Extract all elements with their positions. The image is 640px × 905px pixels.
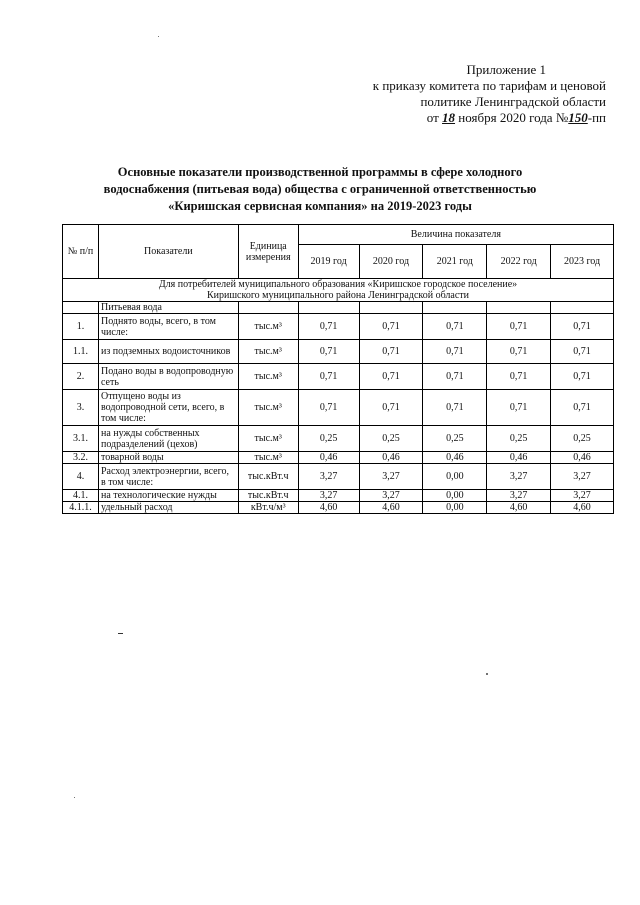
row-unit: тыс.м³: [238, 314, 298, 340]
table-row: [63, 464, 614, 490]
row-unit: тыс.м³: [238, 426, 298, 452]
section-label: Питьевая вода: [98, 302, 238, 314]
head-year: 2023 год: [551, 245, 614, 279]
table-row: [63, 364, 614, 390]
row-unit: тыс.м³: [238, 340, 298, 364]
date-middle: ноября 2020 года №: [458, 110, 569, 125]
row-value: 0,00: [423, 502, 487, 514]
annex-block: [346, 62, 606, 126]
row-value: 0,71: [487, 340, 551, 364]
table-row: [63, 390, 614, 426]
table-row: [63, 426, 614, 452]
row-value: 0,25: [423, 426, 487, 452]
row-value: 0,46: [423, 452, 487, 464]
row-number: 4.: [63, 464, 99, 490]
row-value: 0,71: [487, 390, 551, 426]
title-line-2: водоснабжения (питьевая вода) общества с ограниченной ответственностью: [103, 182, 537, 196]
row-value: 0,71: [298, 314, 359, 340]
row-value: 0,46: [359, 452, 423, 464]
row-indicator: Поднято воды, всего, в том числе:: [98, 314, 238, 340]
table-row: [63, 314, 614, 340]
section-cell-empty: [423, 302, 487, 314]
group-header: [63, 279, 614, 302]
row-value: 0,71: [423, 340, 487, 364]
row-indicator: из подземных водоисточников: [98, 340, 238, 364]
head-year: 2020 год: [359, 245, 423, 279]
scan-dot: [158, 36, 159, 37]
row-value: 0,71: [423, 314, 487, 340]
row-value: 4,60: [298, 502, 359, 514]
row-indicator: на нужды собственных подразделений (цехов): [98, 426, 238, 452]
row-value: 0,25: [551, 426, 614, 452]
row-value: 0,46: [298, 452, 359, 464]
date-day: 18: [442, 110, 456, 125]
annex-authority-line: политике Ленинградской области: [420, 94, 606, 109]
scan-dot: [74, 797, 75, 798]
section-cell-empty: [63, 302, 99, 314]
head-no: № п/п: [63, 225, 99, 279]
row-value: 0,71: [359, 340, 423, 364]
row-number: 4.1.: [63, 490, 99, 502]
row-value: 0,25: [359, 426, 423, 452]
head-indicator: Показатели: [98, 225, 238, 279]
row-indicator: Расход электроэнергии, всего, в том числе:: [98, 464, 238, 490]
row-value: 0,46: [551, 452, 614, 464]
row-number: 2.: [63, 364, 99, 390]
table-row: [63, 502, 614, 514]
row-value: 0,71: [551, 340, 614, 364]
row-indicator: Подано воды в водопроводную сеть: [98, 364, 238, 390]
row-value: 0,71: [551, 314, 614, 340]
table-row: [63, 340, 614, 364]
row-unit: тыс.м³: [238, 364, 298, 390]
row-value: 0,71: [551, 364, 614, 390]
row-value: 0,71: [487, 364, 551, 390]
row-value: 3,27: [359, 490, 423, 502]
row-unit: кВт.ч/м³: [238, 502, 298, 514]
section-cell-empty: [551, 302, 614, 314]
row-value: 3,27: [551, 464, 614, 490]
row-value: 0,71: [298, 390, 359, 426]
row-value: 3,27: [298, 464, 359, 490]
row-unit: тыс.м³: [238, 390, 298, 426]
row-value: 3,27: [298, 490, 359, 502]
row-value: 0,00: [423, 490, 487, 502]
head-year: 2021 год: [423, 245, 487, 279]
annex-order-line: к приказу комитета по тарифам и ценовой: [372, 78, 606, 93]
section-cell-empty: [238, 302, 298, 314]
head-unit: Единица измерения: [238, 225, 298, 279]
head-year: 2022 год: [487, 245, 551, 279]
row-indicator: удельный расход: [98, 502, 238, 514]
row-value: 0,71: [487, 314, 551, 340]
row-unit: тыс.кВт.ч: [238, 464, 298, 490]
order-suffix: -пп: [587, 110, 606, 125]
indicators-table: [62, 224, 614, 514]
row-number: 1.: [63, 314, 99, 340]
row-value: 0,71: [423, 390, 487, 426]
section-cell-empty: [298, 302, 359, 314]
row-number: 3.1.: [63, 426, 99, 452]
row-value: 0,71: [423, 364, 487, 390]
row-number: 3.: [63, 390, 99, 426]
row-value: 0,46: [487, 452, 551, 464]
row-value: 0,00: [423, 464, 487, 490]
row-indicator: товарной воды: [98, 452, 238, 464]
order-number: 150: [568, 110, 588, 125]
document-title: [70, 164, 570, 215]
table-row: [63, 452, 614, 464]
row-value: 0,71: [298, 340, 359, 364]
annex-date-line: [346, 110, 606, 126]
row-value: 4,60: [359, 502, 423, 514]
row-value: 0,71: [551, 390, 614, 426]
table-row: [63, 490, 614, 502]
row-value: 0,25: [487, 426, 551, 452]
row-value: 0,71: [298, 364, 359, 390]
row-value: 0,71: [359, 314, 423, 340]
head-value: Величина показателя: [298, 225, 613, 245]
scan-mark: [118, 633, 123, 634]
row-indicator: на технологические нужды: [98, 490, 238, 502]
section-cell-empty: [487, 302, 551, 314]
row-value: 4,60: [487, 502, 551, 514]
row-value: 3,27: [551, 490, 614, 502]
head-year: 2019 год: [298, 245, 359, 279]
row-value: 3,27: [487, 490, 551, 502]
row-value: 0,71: [359, 390, 423, 426]
scan-dot: [486, 673, 488, 675]
row-unit: тыс.кВт.ч: [238, 490, 298, 502]
row-value: 0,71: [359, 364, 423, 390]
group-line-1: Для потребителей муниципального образования «Киришское городское поселение»: [158, 279, 518, 290]
row-value: 0,25: [298, 426, 359, 452]
section-cell-empty: [359, 302, 423, 314]
title-line-3: «Киришская сервисная компания» на 2019-2023 годы: [168, 199, 472, 213]
row-indicator: Отпущено воды из водопроводной сети, всего, в том числе:: [98, 390, 238, 426]
row-number: 3.2.: [63, 452, 99, 464]
group-line-2: Киришского муниципального района Ленинградской области: [206, 290, 470, 301]
row-number: 1.1.: [63, 340, 99, 364]
row-unit: тыс.м³: [238, 452, 298, 464]
row-value: 3,27: [487, 464, 551, 490]
annex-heading: Приложение 1: [466, 62, 546, 77]
row-value: 3,27: [359, 464, 423, 490]
title-line-1: Основные показатели производственной программы в сфере холодного: [117, 165, 523, 179]
row-number: 4.1.1.: [63, 502, 99, 514]
date-prefix: от: [426, 110, 439, 125]
row-value: 4,60: [551, 502, 614, 514]
